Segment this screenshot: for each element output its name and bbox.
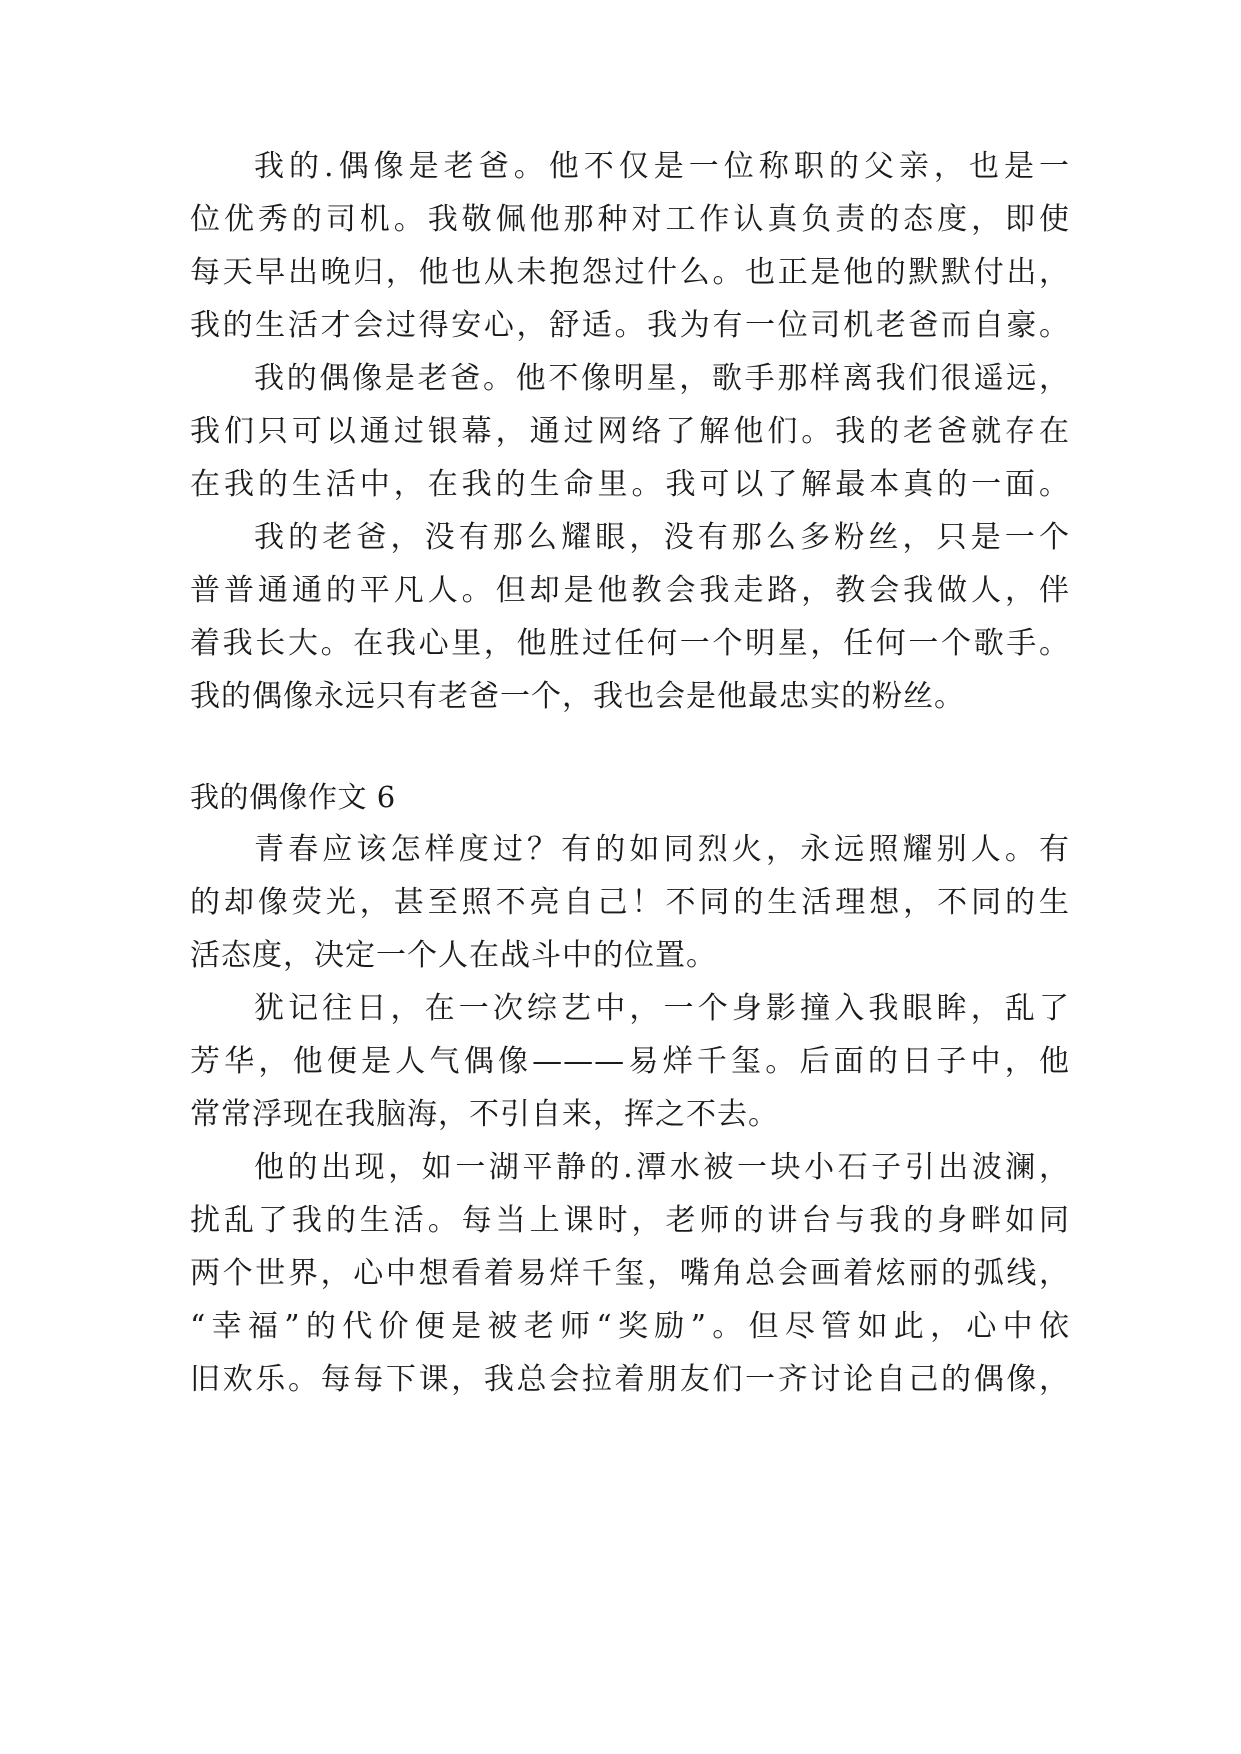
paragraph-line: 青春应该怎样度过？有的如同烈火，永远照耀别人。有 bbox=[254, 832, 1070, 867]
paragraph-line: 的却像荧光，甚至照不亮自己！不同的生活理想，不同的生 bbox=[190, 885, 1070, 920]
paragraph-line: 每天早出晚归，他也从未抱怨过什么。也正是他的默默付出， bbox=[190, 255, 1070, 290]
paragraph-line: 他的出现，如一湖平静的.潭水被一块小石子引出波澜， bbox=[254, 1150, 1070, 1185]
section-heading: 我的偶像作文 6 bbox=[190, 780, 396, 814]
paragraph-line: 常常浮现在我脑海，不引自来，挥之不去。 bbox=[190, 1097, 779, 1132]
paragraph-line: 活态度，决定一个人在战斗中的位置。 bbox=[190, 938, 717, 973]
paragraph-line: 我的偶像是老爸。他不像明星，歌手那样离我们很遥远， bbox=[254, 361, 1070, 396]
paragraph-line: 我的偶像永远只有老爸一个，我也会是他最忠实的粉丝。 bbox=[190, 679, 965, 714]
paragraph-line: 位优秀的司机。我敬佩他那种对工作认真负责的态度，即使 bbox=[190, 202, 1070, 237]
paragraph-line: 普普通通的平凡人。但却是他教会我走路，教会我做人，伴 bbox=[190, 573, 1070, 608]
paragraph-line: 我们只可以通过银幕，通过网络了解他们。我的老爸就存在 bbox=[190, 414, 1070, 449]
paragraph-line: 两个世界，心中想看着易烊千玺，嘴角总会画着炫丽的弧线， bbox=[190, 1256, 1070, 1291]
paragraph-line: 犹记往日，在一次综艺中，一个身影撞入我眼眸，乱了 bbox=[254, 991, 1070, 1026]
paragraph-line: 我的生活才会过得安心，舒适。我为有一位司机老爸而自豪。 bbox=[190, 308, 1070, 343]
paragraph-line: 我的.偶像是老爸。他不仅是一位称职的父亲，也是一 bbox=[254, 149, 1070, 184]
paragraph-line: 着我长大。在我心里，他胜过任何一个明星，任何一个歌手。 bbox=[190, 626, 1070, 661]
paragraph-line: 芳华，他便是人气偶像———易烊千玺。后面的日子中，他 bbox=[190, 1044, 1070, 1079]
paragraph-line: 我的老爸，没有那么耀眼，没有那么多粉丝，只是一个 bbox=[254, 520, 1070, 555]
paragraph-line: 旧欢乐。每每下课，我总会拉着朋友们一齐讨论自己的偶像， bbox=[190, 1362, 1070, 1397]
paragraph-line: 扰乱了我的生活。每当上课时，老师的讲台与我的身畔如同 bbox=[190, 1203, 1070, 1238]
paragraph-line: “幸福”的代价便是被老师“奖励”。但尽管如此，心中依 bbox=[190, 1309, 1070, 1344]
paragraph-line: 在我的生活中，在我的生命里。我可以了解最本真的一面。 bbox=[190, 467, 1070, 502]
